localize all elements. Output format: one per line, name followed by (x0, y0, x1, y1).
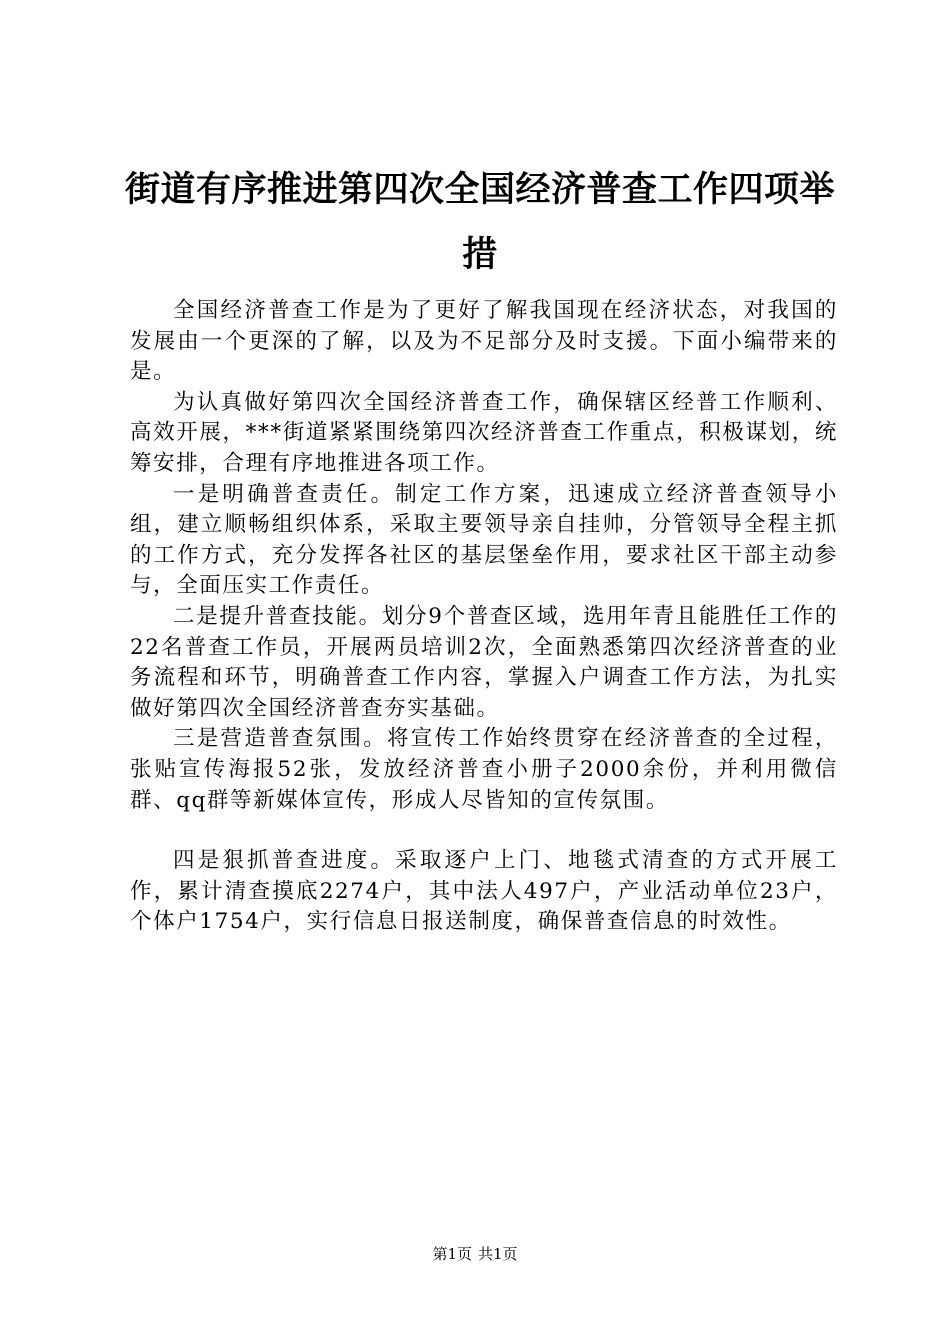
page-number: 第1页 (432, 1245, 472, 1263)
document-body (130, 296, 838, 938)
paragraph-measure-4: 四是狠抓普查进度。采取逐户上门、地毯式清查的方式开展工作，累计清查摸底2274户，其中法人497户，产业活动单位23户，个体户1754户，实行信息日报送制度，确保普查信息的时效性。 (130, 848, 838, 935)
paragraph-intro: 全国经济普查工作是为了更好了解我国现在经济状态，对我国的发展由一个更深的了解，以及为不足部分及时支援。下面小编带来的是。 (130, 298, 838, 385)
paragraph-overview: 为认真做好第四次全国经济普查工作，确保辖区经普工作顺利、高效开展，***街道紧紧围绕第四次经济普查工作重点，积极谋划，统筹安排，合理有序地推进各项工作。 (130, 389, 838, 476)
paragraph-measure-1: 一是明确普查责任。制定工作方案，迅速成立经济普查领导小组，建立顺畅组织体系，采取主要领导亲自挂帅，分管领导全程主抓的工作方式，充分发挥各社区的基层堡垒作用，要求社区干部主动参与，全面压实工作责任。 (130, 481, 838, 599)
paragraph-measure-2: 二是提升普查技能。划分9个普查区域，选用年青且能胜任工作的22名普查工作员，开展两员培训2次，全面熟悉第四次经济普查的业务流程和环节，明确普查工作内容，掌握入户调查工作方法，为扎实做好第四次全国经济普查夯实基础。 (130, 603, 838, 721)
document-title: 街道有序推进第四次全国经济普查工作四项举措 (124, 170, 835, 275)
page-total: 共1页 (478, 1245, 518, 1263)
paragraph-measure-3: 三是营造普查氛围。将宣传工作始终贯穿在经济普查的全过程，张贴宣传海报52张，发放经济普查小册子2000余份，并利用微信群、qq群等新媒体宣传，形成人尽皆知的宣传氛围。 (130, 726, 838, 813)
page-footer (0, 1243, 950, 1265)
